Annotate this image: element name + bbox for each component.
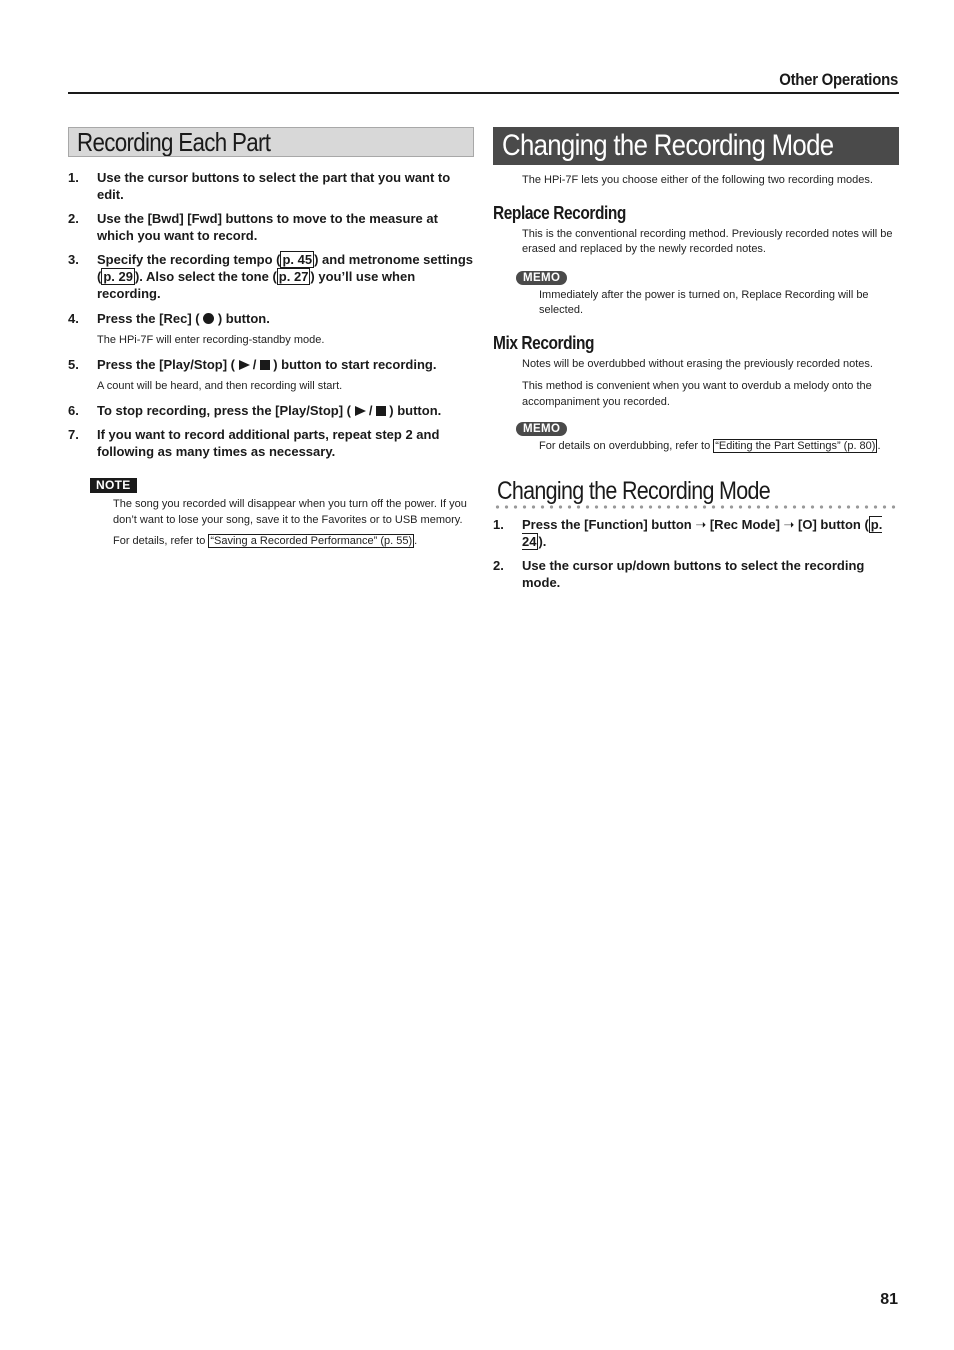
step-1: 1. Use the cursor buttons to select the part that you want to edit. [68, 170, 451, 202]
mode-step-1: 1. Press the [Function] button ➝ [Rec Mode] ➝ [O] button ( p. 24 ). [493, 516, 883, 549]
memo-badge: MEMO [516, 271, 567, 285]
header-rule [68, 92, 899, 94]
play-icon [239, 360, 250, 370]
intro-text: The HPi-7F lets you choose either of the following two recording modes. [522, 174, 873, 186]
step-6: 6. To stop recording, press the [Play/Stop] ( / ) button. [68, 403, 442, 418]
mode-step-2: 2. Use the cursor up/down buttons to select the recording mode. [493, 557, 865, 590]
page-ref-link[interactable]: p. 27 [278, 269, 309, 284]
note-box [68, 476, 474, 550]
step-3: 3. Specify the recording tempo ( p. 45 ) and metronome settings ( p. 29 ). Also select the tone ( p. 27 ) you’ll use when recording. [68, 252, 474, 301]
section-title: Other Operations [779, 70, 898, 89]
step-5-note: A count will be heard, and then recording will start. [97, 380, 343, 392]
recording-each-part-heading: Recording Each Part [68, 127, 474, 157]
recording-steps [68, 169, 474, 460]
mix-recording-text-2: This method is convenient when you want to overdub a melody onto the accompaniment you recorded. [522, 380, 872, 408]
right-column [493, 127, 899, 591]
step-4: 4. Press the [Rec] ( ) button. [68, 311, 270, 326]
page-ref-link[interactable]: p. 24 [522, 516, 883, 549]
mode-steps [493, 516, 899, 591]
replace-memo-text: Immediately after the power is turned on, Replace Recording will be selected. [539, 288, 869, 316]
step-2: 2. Use the [Bwd] [Fwd] buttons to move to the measure at which you want to record. [68, 211, 438, 243]
mix-memo-text: For details on overdubbing, refer to “Editing the Part Settings” (p. 80) . [539, 440, 881, 452]
step-4-note: The HPi-7F will enter recording-standby mode. [97, 334, 325, 346]
page-ref-link[interactable]: p. 29 [103, 269, 133, 284]
play-icon [355, 406, 366, 416]
slash-icon: / [252, 357, 257, 372]
page-number: 81 [880, 1291, 898, 1308]
dotted-rule [493, 505, 899, 509]
editing-part-settings-link[interactable]: “Editing the Part Settings” (p. 80) [715, 440, 876, 452]
record-icon [203, 313, 214, 324]
slash-icon: / [368, 403, 373, 418]
step-7: 7. If you want to record additional parts, repeat step 2 and following as many times as necessary. [68, 427, 440, 459]
sub-section [493, 477, 899, 509]
mix-recording-text-1: Notes will be overdubbed without erasing the previously recorded notes. [522, 357, 873, 370]
left-column [68, 127, 474, 550]
changing-recording-mode-heading: Changing the Recording Mode [493, 127, 899, 165]
stop-icon [260, 360, 270, 370]
stop-icon [376, 406, 386, 416]
mix-memo [493, 419, 899, 455]
page-ref-link[interactable]: p. 45 [282, 252, 313, 267]
step-5: 5. Press the [Play/Stop] ( / ) button to start recording. [68, 357, 437, 372]
note-text: The song you recorded will disappear when you turn off the power. If you don’t want to lose your song, save it to the Favorites or to USB memory. [113, 498, 467, 526]
mix-recording-heading: Mix Recording [493, 332, 595, 353]
note-badge: NOTE [90, 478, 137, 493]
arrow-right-icon: ➝ [783, 516, 795, 532]
arrow-right-icon: ➝ [695, 516, 707, 532]
note-reference: For details, refer to “Saving a Recorded Performance” (p. 55) . [113, 535, 418, 547]
replace-recording-heading: Replace Recording [493, 202, 626, 223]
replace-memo [493, 268, 899, 319]
changing-recording-mode-subheading: Changing the Recording Mode [497, 476, 771, 505]
saving-performance-link[interactable]: “Saving a Recorded Performance” (p. 55) [210, 535, 413, 547]
replace-recording-text: This is the conventional recording method. Previously recorded notes will be erased and replaced by the newly recorded notes. [522, 227, 893, 255]
memo-badge: MEMO [516, 422, 567, 436]
